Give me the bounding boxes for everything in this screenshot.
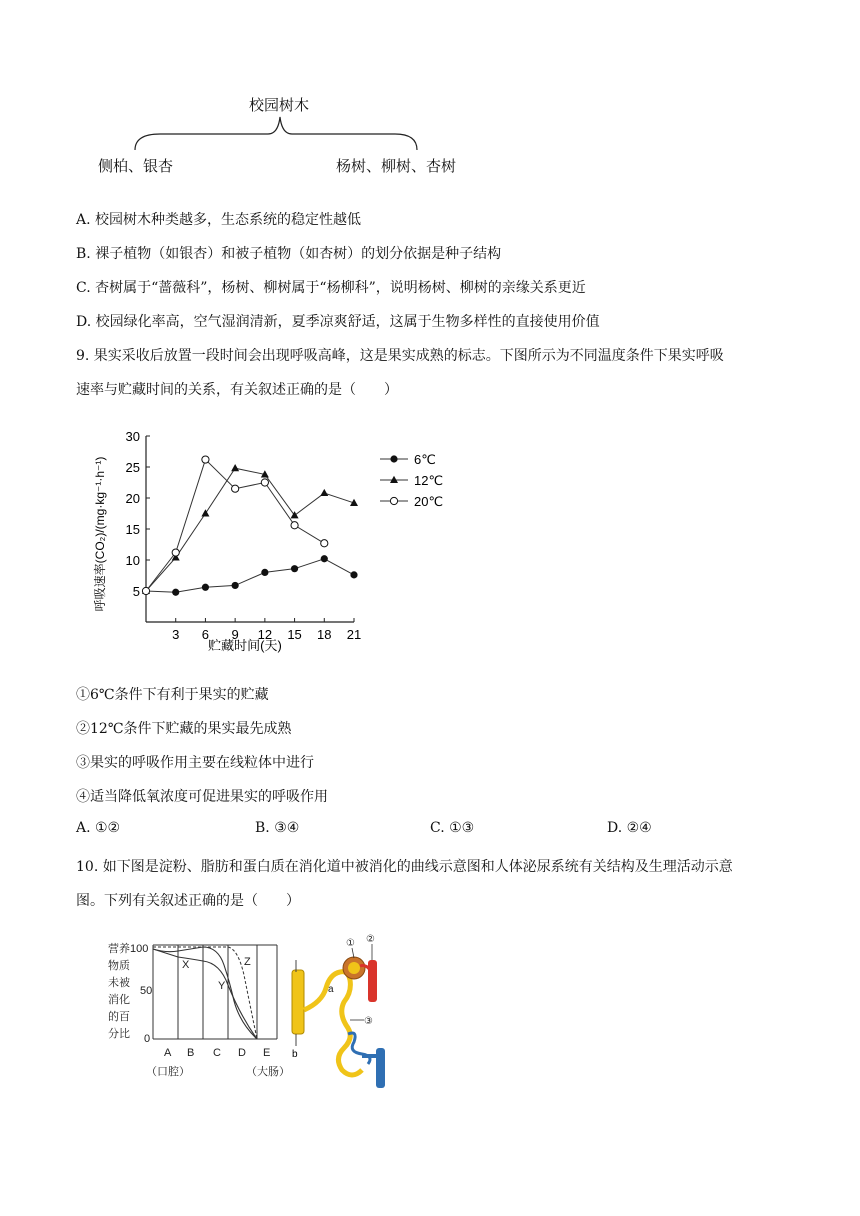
q9-option-b: B. ③④ (255, 820, 300, 836)
label-3: ③ (364, 1016, 373, 1027)
collecting-vessel (292, 970, 304, 1034)
chart-point (172, 549, 179, 556)
digestion-x-d: D (238, 1047, 246, 1059)
tree-brace (130, 112, 430, 152)
chart-x-tick-label: 18 (317, 627, 332, 642)
digestion-chart (100, 935, 290, 1085)
q9-statement-2: ②12℃条件下贮藏的果实最先成熟 (76, 721, 292, 737)
nephron-diagram (282, 930, 394, 1092)
q9-stem-line1: 9. 果实采收后放置一段时间会出现呼吸高峰，这是果实成熟的标志。下图所示为不同温度条件下果实呼吸 (76, 348, 724, 364)
curve-label-x: X (182, 959, 190, 971)
q9-statement-3: ③果实的呼吸作用主要在线粒体中进行 (76, 755, 314, 771)
chart-point (291, 565, 298, 572)
digestion-ytick-50: 50 (140, 985, 153, 997)
chart-point (172, 589, 179, 596)
chart-x-tick-label: 6 (201, 627, 210, 642)
q8-option-c: C. 杏树属于“蔷薇科”，杨树、柳树属于“杨柳科”，说明杨树、柳树的亲缘关系更近 (76, 280, 586, 296)
chart-series-line (146, 559, 354, 592)
chart-point (142, 587, 149, 594)
digestion-x-b: B (187, 1047, 195, 1059)
q9-statement-1: ①6℃条件下有利于果实的贮藏 (76, 687, 269, 703)
digestion-ylabel-2: 物质 (108, 960, 130, 972)
digestion-ylabel-5: 的百 (108, 1011, 130, 1023)
chart-point (390, 476, 398, 483)
chart-point (390, 455, 397, 462)
chart-point (321, 540, 328, 547)
digestion-x-e: E (263, 1047, 271, 1059)
digestion-ylabel-1: 营养 (108, 943, 130, 955)
q10-stem-line2: 图。下列有关叙述正确的是（ ） (76, 893, 300, 909)
q8-option-b: B. 裸子植物（如银杏）和被子植物（如杏树）的划分依据是种子结构 (76, 246, 502, 262)
label-2: ② (366, 934, 375, 945)
chart-series-1 (142, 464, 358, 594)
chart-legend-label: 20℃ (414, 494, 444, 509)
chart-legend-label: 12℃ (414, 473, 444, 488)
chart-y-tick-label: 5 (132, 584, 140, 599)
chart-y-tick-label: 15 (125, 522, 140, 537)
digestion-ylabel-3: 未被 (108, 977, 130, 989)
chart-point (390, 497, 397, 504)
digestion-ytick-100: 100 (130, 943, 149, 955)
chart-series-0 (142, 555, 357, 596)
digestion-x-c: C (213, 1047, 221, 1059)
chart-legend-label: 6℃ (414, 452, 436, 467)
digestion-x-a: A (164, 1047, 172, 1059)
chart-point (321, 555, 328, 562)
digestion-x-sublabel-mouth: （口腔） (146, 1066, 190, 1078)
q8-option-a: A. 校园树木种类越多，生态系统的稳定性越低 (76, 212, 362, 228)
chart-y-tick-label: 10 (125, 553, 140, 568)
digestion-ytick-0: 0 (144, 1033, 151, 1045)
chart-x-tick-label: 3 (172, 627, 180, 642)
chart-x-tick-label: 12 (257, 627, 273, 642)
chart-point (261, 479, 268, 486)
digestion-ylabel-6: 分比 (108, 1028, 130, 1040)
chart-series-2 (142, 456, 327, 595)
chart-x-tick-label: 21 (346, 627, 362, 642)
respiration-chart (88, 422, 470, 658)
chart-x-axis-label: 贮藏时间(天) (208, 638, 282, 653)
label-1: ① (346, 938, 355, 949)
digestion-curve-y (153, 949, 257, 1039)
digestion-x-sublabel-large-intestine: （大肠） (246, 1066, 290, 1078)
chart-point (232, 485, 239, 492)
label-b: b (292, 1049, 298, 1060)
q8-option-d: D. 校园绿化率高，空气湿润清新，夏季凉爽舒适，这属于生物多样性的直接使用价值 (76, 314, 600, 330)
tree-left: 侧柏、银杏 (98, 157, 174, 175)
curve-label-z: Z (244, 956, 251, 968)
chart-point (232, 582, 239, 589)
digestion-ylabel-4: 消化 (108, 994, 130, 1006)
renal-artery (368, 960, 377, 1002)
chart-point (231, 464, 239, 471)
chart-point (202, 456, 209, 463)
chart-series-line (146, 468, 354, 591)
q9-option-d: D. ②④ (607, 820, 652, 836)
chart-y-axis-label: 呼吸速率(CO₂)/(mg·kg⁻¹·h⁻¹) (93, 456, 107, 612)
chart-y-tick-label: 30 (125, 429, 140, 444)
chart-x-tick-label: 15 (287, 627, 302, 642)
chart-point (291, 522, 298, 529)
chart-y-tick-label: 20 (125, 491, 140, 506)
q9-option-a: A. ①② (76, 820, 121, 836)
q9-stem-line2: 速率与贮藏时间的关系，有关叙述正确的是（ ） (76, 382, 398, 398)
chart-point (261, 569, 268, 576)
chart-point (350, 571, 357, 578)
chart-point (201, 509, 209, 516)
chart-x-tick-label: 9 (231, 627, 239, 642)
chart-y-tick-label: 25 (125, 460, 140, 475)
label-a: a (328, 984, 334, 995)
curve-label-y: Y (218, 980, 226, 992)
q9-statement-4: ④适当降低氧浓度可促进果实的呼吸作用 (76, 789, 328, 805)
q9-option-c: C. ①③ (430, 820, 475, 836)
chart-point (320, 489, 328, 496)
chart-point (202, 584, 209, 591)
q10-stem-line1: 10. 如下图是淀粉、脂肪和蛋白质在消化道中被消化的曲线示意图和人体泌尿系统有关结构及生理活动示意 (76, 859, 733, 875)
tree-root: 校园树木 (249, 96, 310, 114)
tree-right: 杨树、柳树、杏树 (336, 157, 457, 175)
